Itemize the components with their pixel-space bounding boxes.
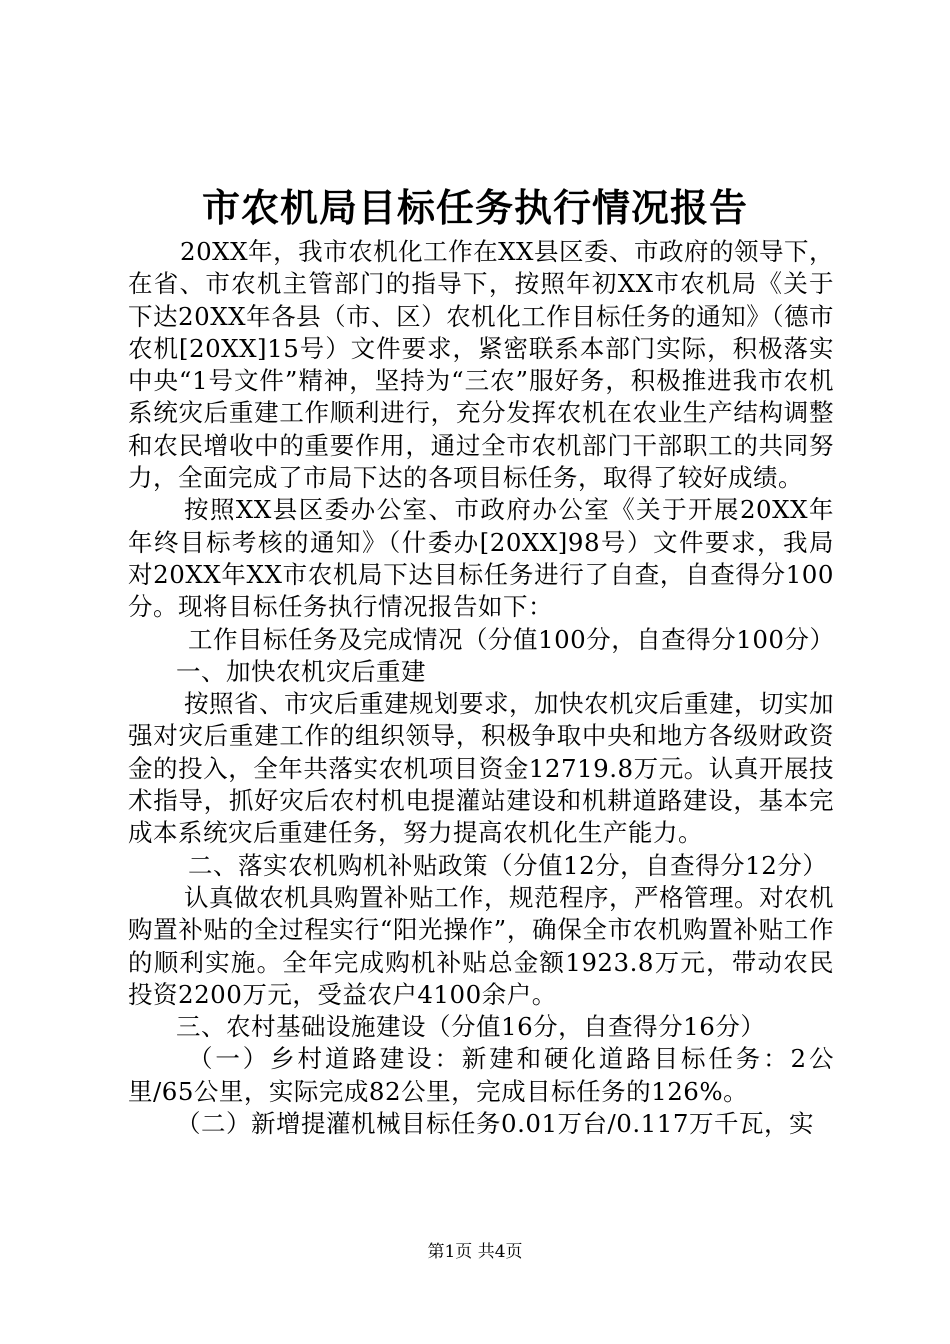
section-heading-1: 一、加快农机灾后重建 [176,656,426,686]
page-indicator: 第1页 共4页 [427,1242,523,1262]
paragraph-item-1: （一）乡村道路建设：新建和硬化道路目标任务：2公里/65公里，实际完成82公里，完成目标任务的126%。 [128,1044,834,1106]
document-title: 市农机局目标任务执行情况报告 [201,185,748,230]
section-heading-2: 二、落实农机购机补贴政策（分值12分，自查得分12分） [188,850,828,880]
paragraph-intro: 20XX年，我市农机化工作在XX县区委、市政府的领导下，在省、市农机主管部门的指导下，按照年初XX市农机局《关于下达20XX年各县（市、区）农机化工作目标任务的通知》（德市农机[20XX]15号）文件要求，紧密联系本部门实际，积极落实中央“1号文件”精神，坚持为“三农”服好务，积极推进我市农机系统灾后重建工作顺利进行，充分发挥农机在农业生产结构调整和农民增收中的重要作用，通过全市农机部门干部职工的共同努力，全面完成了市局下达的各项目标任务，取得了较好成绩。 [128,237,834,493]
section-heading-3: 三、农村基础设施建设（分值16分，自查得分16分） [176,1012,766,1042]
paragraph-section-1: 按照省、市灾后重建规划要求，加快农机灾后重建，切实加强对灾后重建工作的组织领导，积极争取中央和地方各级财政资金的投入，全年共落实农机项目资金12719.8万元。认真开展技术指导，抓好灾后农村机电提灌站建设和机耕道路建设，基本完成本系统灾后重建任务，努力提高农机化生产能力。 [128,689,834,848]
paragraph-section-2: 认真做农机具购置补贴工作，规范程序，严格管理。对农机购置补贴的全过程实行“阳光操作”，确保全市农机购置补贴工作的顺利实施。全年完成购机补贴总金额1923.8万元，带动农民投资2200万元，受益农户4100余户。 [128,882,834,1009]
paragraph-self-check: 按照XX县区委办公室、市政府办公室《关于开展20XX年年终目标考核的通知》（什委办[20XX]98号）文件要求，我局对20XX年XX市农机局下达目标任务进行了自查，自查得分100分。现将目标任务执行情况报告如下： [128,495,834,622]
document-body [128,236,834,1140]
paragraph-item-2: （二）新增提灌机械目标任务0.01万台/0.117万千瓦，实 [176,1109,814,1139]
paragraph-summary-heading: 工作目标任务及完成情况（分值100分，自查得分100分） [188,624,835,654]
